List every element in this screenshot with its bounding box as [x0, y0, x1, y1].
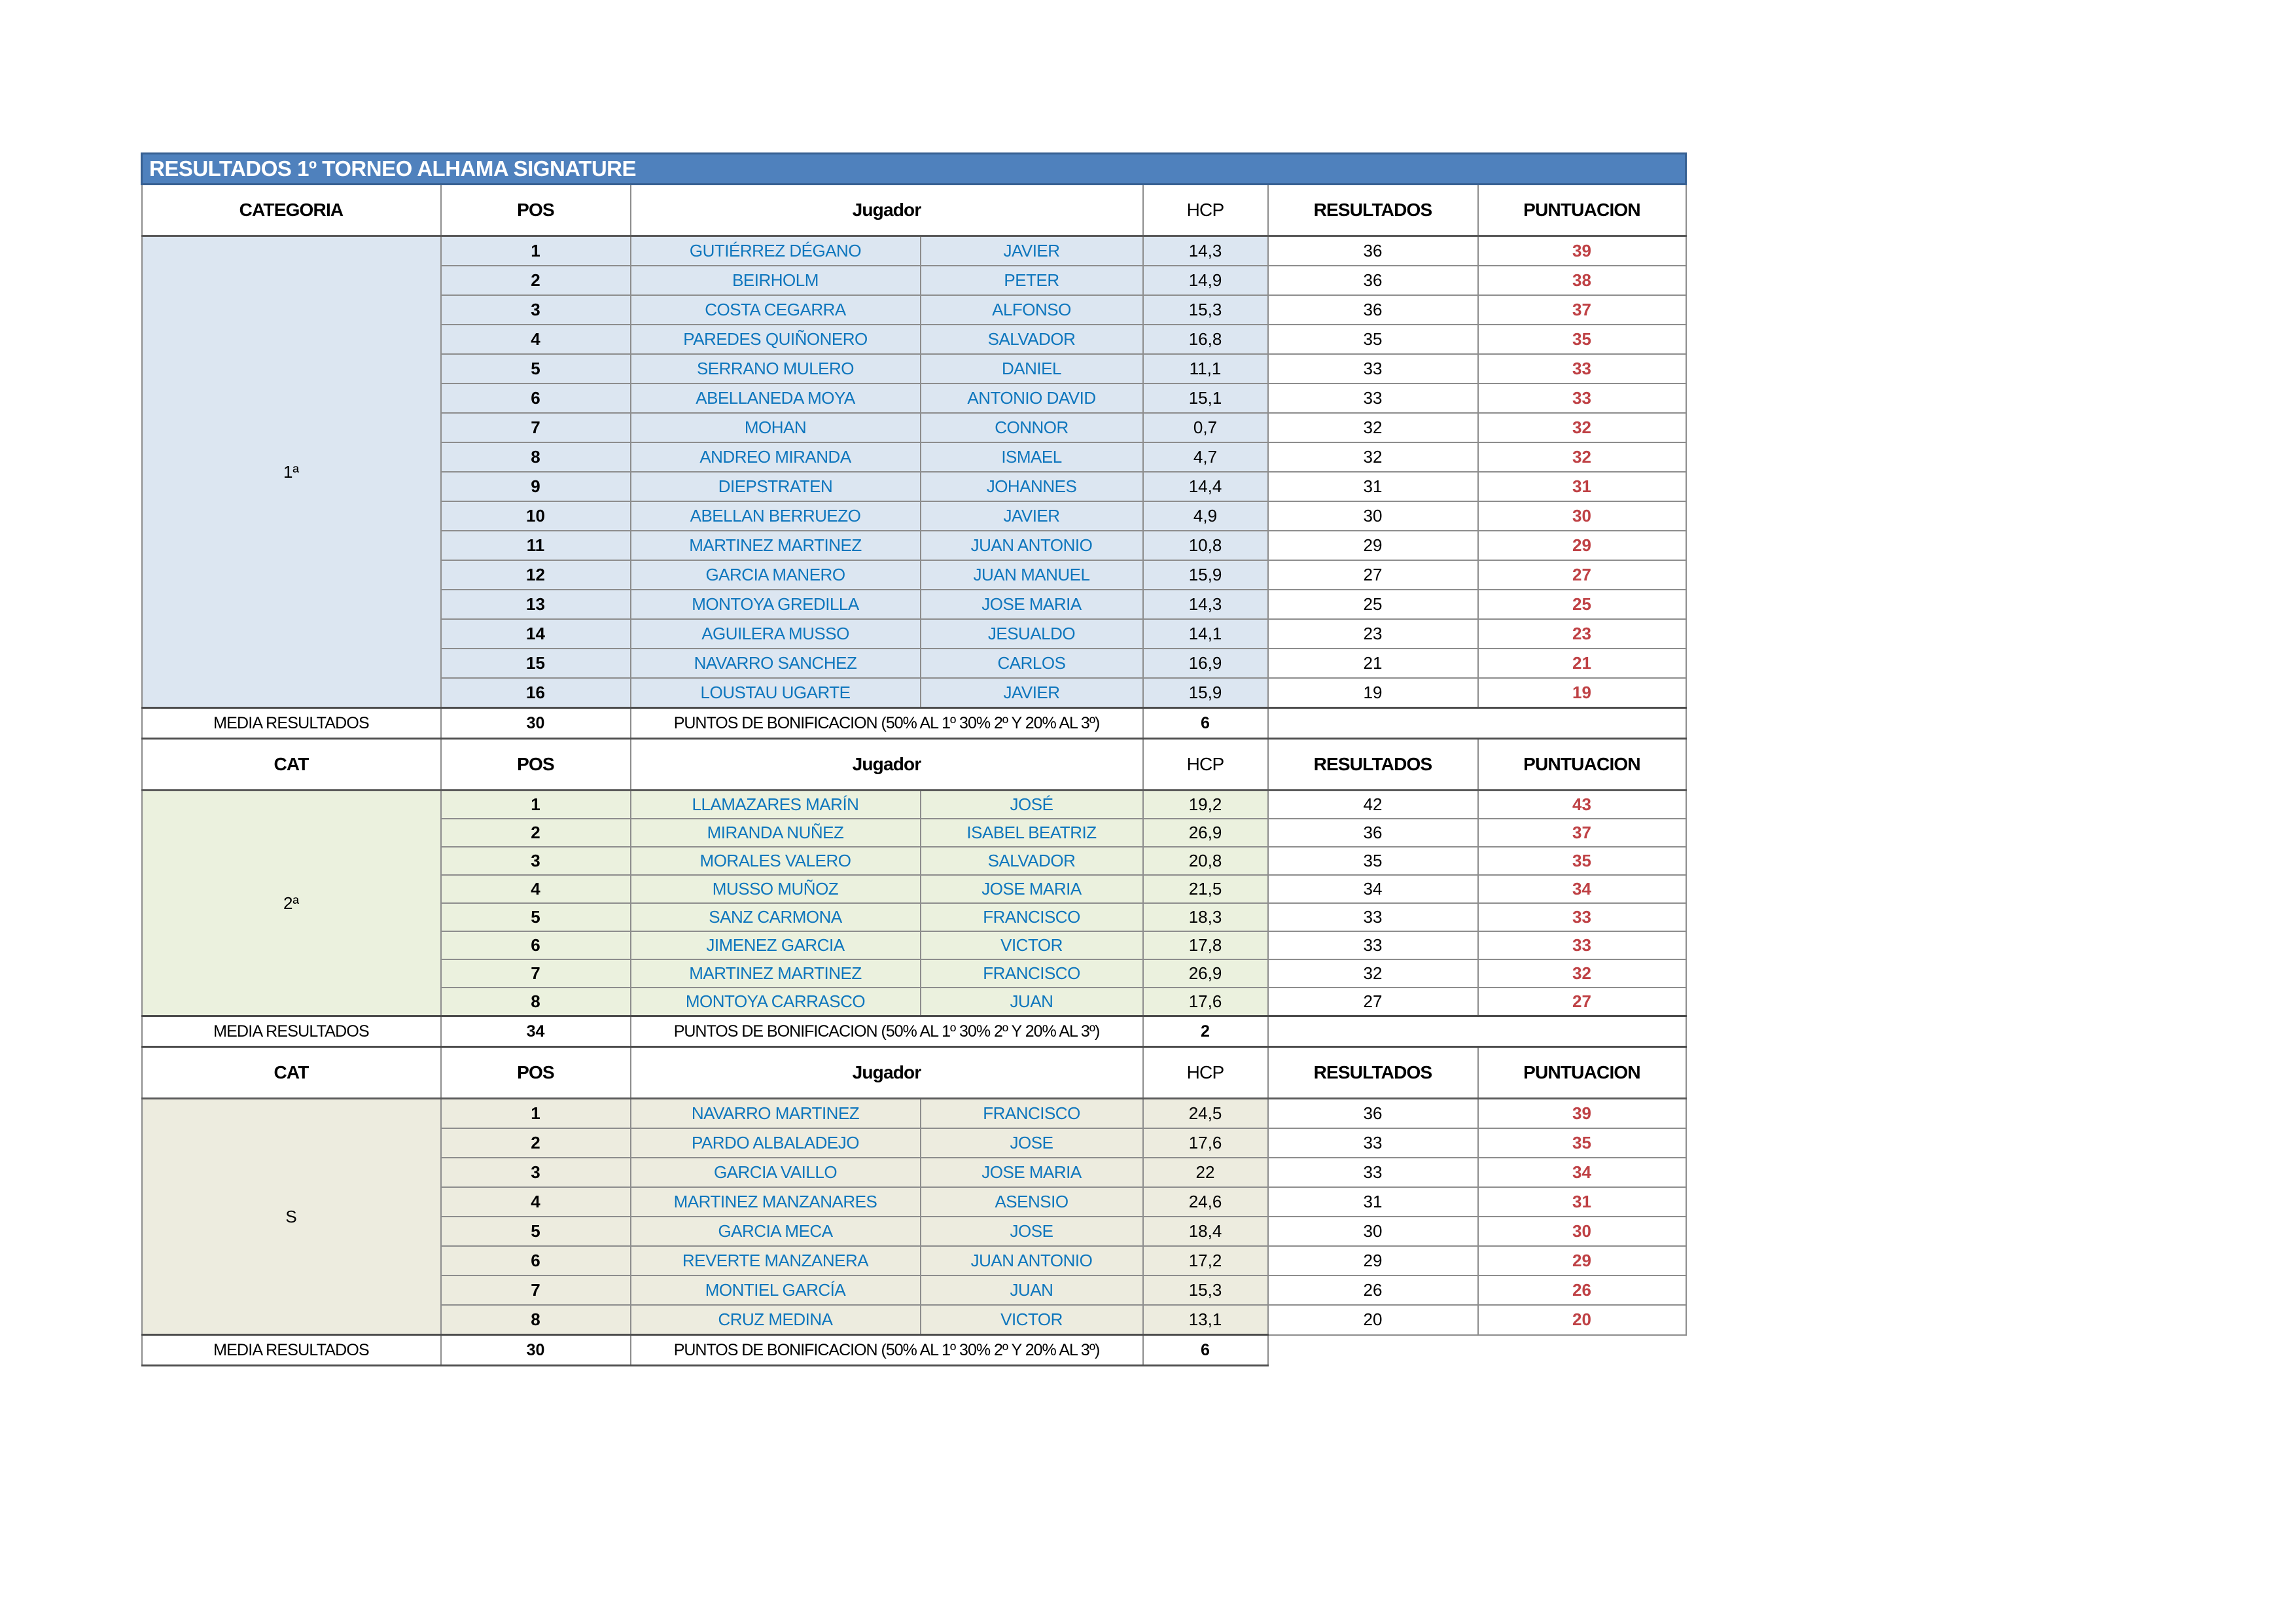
firstname-cell: JUAN ANTONIO	[921, 531, 1143, 560]
hcp-cell: 19,2	[1143, 791, 1268, 819]
firstname-cell: JUAN	[921, 988, 1143, 1016]
pos-cell: 3	[441, 295, 631, 325]
puntuacion-cell: 27	[1478, 988, 1686, 1016]
surname-cell: PARDO ALBALADEJO	[631, 1128, 921, 1158]
resultados-cell: 42	[1268, 791, 1478, 819]
pos-cell: 4	[441, 875, 631, 903]
surname-cell: LOUSTAU UGARTE	[631, 678, 921, 708]
pos-cell: 1	[441, 236, 631, 266]
resultados-cell: 29	[1268, 1246, 1478, 1275]
firstname-cell: JESUALDO	[921, 619, 1143, 649]
media-empty-cell	[1268, 708, 1686, 739]
surname-cell: ABELLAN BERRUEZO	[631, 501, 921, 531]
media-row	[142, 1335, 1686, 1366]
firstname-cell: JAVIER	[921, 678, 1143, 708]
hcp-cell: 24,5	[1143, 1099, 1268, 1129]
puntuacion-cell: 27	[1478, 560, 1686, 590]
surname-cell: GUTIÉRREZ DÉGANO	[631, 236, 921, 266]
category-cell: 2ª	[142, 791, 441, 1016]
firstname-cell: JAVIER	[921, 501, 1143, 531]
pos-cell: 5	[441, 1217, 631, 1246]
resultados-cell: 27	[1268, 560, 1478, 590]
firstname-cell: FRANCISCO	[921, 959, 1143, 988]
pos-cell: 6	[441, 931, 631, 959]
resultados-cell: 20	[1268, 1305, 1478, 1335]
bonus-value: 6	[1143, 708, 1268, 739]
media-value: 30	[441, 1335, 631, 1366]
media-label: MEDIA RESULTADOS	[142, 1016, 441, 1047]
hcp-cell: 15,1	[1143, 383, 1268, 413]
firstname-cell: JUAN	[921, 1275, 1143, 1305]
header-puntuacion: PUNTUACION	[1478, 739, 1686, 791]
puntuacion-cell: 35	[1478, 847, 1686, 875]
pos-cell: 10	[441, 501, 631, 531]
surname-cell: GARCIA VAILLO	[631, 1158, 921, 1187]
resultados-cell: 33	[1268, 903, 1478, 931]
pos-cell: 2	[441, 266, 631, 295]
firstname-cell: JUAN MANUEL	[921, 560, 1143, 590]
puntuacion-cell: 29	[1478, 1246, 1686, 1275]
pos-cell: 1	[441, 791, 631, 819]
hcp-cell: 17,8	[1143, 931, 1268, 959]
hcp-cell: 14,3	[1143, 236, 1268, 266]
pos-cell: 6	[441, 1246, 631, 1275]
hcp-cell: 11,1	[1143, 354, 1268, 383]
pos-cell: 8	[441, 988, 631, 1016]
firstname-cell: JOHANNES	[921, 472, 1143, 501]
firstname-cell: FRANCISCO	[921, 1099, 1143, 1129]
surname-cell: PAREDES QUIÑONERO	[631, 325, 921, 354]
surname-cell: NAVARRO SANCHEZ	[631, 649, 921, 678]
firstname-cell: ALFONSO	[921, 295, 1143, 325]
firstname-cell: CONNOR	[921, 413, 1143, 442]
firstname-cell: ASENSIO	[921, 1187, 1143, 1217]
hcp-cell: 15,9	[1143, 560, 1268, 590]
header-categoria: CAT	[142, 1047, 441, 1099]
resultados-cell: 30	[1268, 501, 1478, 531]
resultados-cell: 36	[1268, 266, 1478, 295]
hcp-cell: 21,5	[1143, 875, 1268, 903]
resultados-cell: 19	[1268, 678, 1478, 708]
firstname-cell: ISABEL BEATRIZ	[921, 819, 1143, 847]
firstname-cell: JOSE	[921, 1217, 1143, 1246]
surname-cell: MONTOYA GREDILLA	[631, 590, 921, 619]
surname-cell: MARTINEZ MARTINEZ	[631, 959, 921, 988]
resultados-cell: 32	[1268, 959, 1478, 988]
puntuacion-cell: 32	[1478, 959, 1686, 988]
header-categoria: CATEGORIA	[142, 185, 441, 236]
media-label: MEDIA RESULTADOS	[142, 708, 441, 739]
puntuacion-cell: 20	[1478, 1305, 1686, 1335]
hcp-cell: 15,9	[1143, 678, 1268, 708]
hcp-cell: 4,9	[1143, 501, 1268, 531]
pos-cell: 16	[441, 678, 631, 708]
firstname-cell: ISMAEL	[921, 442, 1143, 472]
hcp-cell: 17,6	[1143, 988, 1268, 1016]
puntuacion-cell: 34	[1478, 875, 1686, 903]
results-sheet	[141, 152, 1687, 1366]
category-cell: 1ª	[142, 236, 441, 708]
resultados-cell: 23	[1268, 619, 1478, 649]
surname-cell: REVERTE MANZANERA	[631, 1246, 921, 1275]
resultados-cell: 36	[1268, 295, 1478, 325]
puntuacion-cell: 30	[1478, 501, 1686, 531]
surname-cell: LLAMAZARES MARÍN	[631, 791, 921, 819]
pos-cell: 15	[441, 649, 631, 678]
firstname-cell: VICTOR	[921, 931, 1143, 959]
report-title: RESULTADOS 1º TORNEO ALHAMA SIGNATURE	[142, 154, 1686, 185]
title-bar	[142, 154, 1686, 185]
pos-cell: 4	[441, 1187, 631, 1217]
header-row	[142, 739, 1686, 791]
puntuacion-cell: 31	[1478, 472, 1686, 501]
pos-cell: 5	[441, 354, 631, 383]
pos-cell: 6	[441, 383, 631, 413]
media-row	[142, 708, 1686, 739]
surname-cell: CRUZ MEDINA	[631, 1305, 921, 1335]
hcp-cell: 0,7	[1143, 413, 1268, 442]
resultados-cell: 32	[1268, 413, 1478, 442]
hcp-cell: 15,3	[1143, 295, 1268, 325]
media-label: MEDIA RESULTADOS	[142, 1335, 441, 1366]
hcp-cell: 17,2	[1143, 1246, 1268, 1275]
pos-cell: 7	[441, 413, 631, 442]
puntuacion-cell: 33	[1478, 931, 1686, 959]
header-puntuacion: PUNTUACION	[1478, 185, 1686, 236]
hcp-cell: 14,1	[1143, 619, 1268, 649]
bonus-label: PUNTOS DE BONIFICACION (50% AL 1º 30% 2º Y 20% AL 3º)	[631, 708, 1143, 739]
pos-cell: 2	[441, 1128, 631, 1158]
firstname-cell: JOSE MARIA	[921, 1158, 1143, 1187]
resultados-cell: 31	[1268, 1187, 1478, 1217]
puntuacion-cell: 21	[1478, 649, 1686, 678]
pos-cell: 7	[441, 1275, 631, 1305]
hcp-cell: 16,9	[1143, 649, 1268, 678]
resultados-cell: 35	[1268, 325, 1478, 354]
firstname-cell: SALVADOR	[921, 325, 1143, 354]
header-jugador: Jugador	[631, 1047, 1143, 1099]
header-pos: POS	[441, 739, 631, 791]
bonus-label: PUNTOS DE BONIFICACION (50% AL 1º 30% 2º Y 20% AL 3º)	[631, 1335, 1143, 1366]
pos-cell: 3	[441, 1158, 631, 1187]
puntuacion-cell: 43	[1478, 791, 1686, 819]
resultados-cell: 33	[1268, 931, 1478, 959]
resultados-cell: 33	[1268, 1128, 1478, 1158]
resultados-cell: 32	[1268, 442, 1478, 472]
resultados-cell: 33	[1268, 1158, 1478, 1187]
resultados-cell: 27	[1268, 988, 1478, 1016]
surname-cell: MIRANDA NUÑEZ	[631, 819, 921, 847]
puntuacion-cell: 19	[1478, 678, 1686, 708]
hcp-cell: 24,6	[1143, 1187, 1268, 1217]
puntuacion-cell: 29	[1478, 531, 1686, 560]
header-hcp: HCP	[1143, 185, 1268, 236]
surname-cell: GARCIA MECA	[631, 1217, 921, 1246]
firstname-cell: JUAN ANTONIO	[921, 1246, 1143, 1275]
surname-cell: GARCIA MANERO	[631, 560, 921, 590]
pos-cell: 9	[441, 472, 631, 501]
bonus-value: 6	[1143, 1335, 1268, 1366]
resultados-cell: 33	[1268, 354, 1478, 383]
surname-cell: SANZ CARMONA	[631, 903, 921, 931]
header-resultados: RESULTADOS	[1268, 185, 1478, 236]
header-puntuacion: PUNTUACION	[1478, 1047, 1686, 1099]
hcp-cell: 14,3	[1143, 590, 1268, 619]
pos-cell: 8	[441, 442, 631, 472]
resultados-cell: 35	[1268, 847, 1478, 875]
surname-cell: AGUILERA MUSSO	[631, 619, 921, 649]
hcp-cell: 10,8	[1143, 531, 1268, 560]
surname-cell: MONTOYA CARRASCO	[631, 988, 921, 1016]
hcp-cell: 13,1	[1143, 1305, 1268, 1335]
media-row	[142, 1016, 1686, 1047]
resultados-cell: 30	[1268, 1217, 1478, 1246]
firstname-cell: VICTOR	[921, 1305, 1143, 1335]
pos-cell: 13	[441, 590, 631, 619]
hcp-cell: 4,7	[1143, 442, 1268, 472]
puntuacion-cell: 37	[1478, 819, 1686, 847]
puntuacion-cell: 31	[1478, 1187, 1686, 1217]
surname-cell: MARTINEZ MARTINEZ	[631, 531, 921, 560]
pos-cell: 12	[441, 560, 631, 590]
results-table	[141, 152, 1687, 1366]
puntuacion-cell: 25	[1478, 590, 1686, 619]
resultados-cell: 34	[1268, 875, 1478, 903]
firstname-cell: ANTONIO DAVID	[921, 383, 1143, 413]
firstname-cell: PETER	[921, 266, 1143, 295]
firstname-cell: JOSE	[921, 1128, 1143, 1158]
header-categoria: CAT	[142, 739, 441, 791]
surname-cell: JIMENEZ GARCIA	[631, 931, 921, 959]
puntuacion-cell: 33	[1478, 383, 1686, 413]
resultados-cell: 36	[1268, 236, 1478, 266]
surname-cell: ANDREO MIRANDA	[631, 442, 921, 472]
puntuacion-cell: 32	[1478, 413, 1686, 442]
puntuacion-cell: 34	[1478, 1158, 1686, 1187]
media-value: 34	[441, 1016, 631, 1047]
hcp-cell: 17,6	[1143, 1128, 1268, 1158]
resultados-cell: 21	[1268, 649, 1478, 678]
firstname-cell: SALVADOR	[921, 847, 1143, 875]
resultados-cell: 29	[1268, 531, 1478, 560]
header-pos: POS	[441, 185, 631, 236]
hcp-cell: 15,3	[1143, 1275, 1268, 1305]
puntuacion-cell: 33	[1478, 354, 1686, 383]
puntuacion-cell: 30	[1478, 1217, 1686, 1246]
surname-cell: MONTIEL GARCÍA	[631, 1275, 921, 1305]
puntuacion-cell: 35	[1478, 1128, 1686, 1158]
hcp-cell: 26,9	[1143, 959, 1268, 988]
firstname-cell: JOSÉ	[921, 791, 1143, 819]
header-jugador: Jugador	[631, 185, 1143, 236]
header-resultados: RESULTADOS	[1268, 1047, 1478, 1099]
puntuacion-cell: 23	[1478, 619, 1686, 649]
pos-cell: 4	[441, 325, 631, 354]
hcp-cell: 26,9	[1143, 819, 1268, 847]
resultados-cell: 36	[1268, 1099, 1478, 1129]
surname-cell: BEIRHOLM	[631, 266, 921, 295]
firstname-cell: FRANCISCO	[921, 903, 1143, 931]
puntuacion-cell: 32	[1478, 442, 1686, 472]
pos-cell: 1	[441, 1099, 631, 1129]
header-pos: POS	[441, 1047, 631, 1099]
bonus-value: 2	[1143, 1016, 1268, 1047]
firstname-cell: CARLOS	[921, 649, 1143, 678]
puntuacion-cell: 26	[1478, 1275, 1686, 1305]
table-row	[142, 236, 1686, 266]
media-empty-cell	[1268, 1016, 1686, 1047]
pos-cell: 11	[441, 531, 631, 560]
resultados-cell: 25	[1268, 590, 1478, 619]
table-row	[142, 791, 1686, 819]
firstname-cell: JOSE MARIA	[921, 590, 1143, 619]
media-empty-cell	[1268, 1335, 1686, 1366]
hcp-cell: 20,8	[1143, 847, 1268, 875]
surname-cell: COSTA CEGARRA	[631, 295, 921, 325]
surname-cell: ABELLANEDA MOYA	[631, 383, 921, 413]
header-hcp: HCP	[1143, 739, 1268, 791]
surname-cell: MUSSO MUÑOZ	[631, 875, 921, 903]
resultados-cell: 31	[1268, 472, 1478, 501]
surname-cell: MOHAN	[631, 413, 921, 442]
surname-cell: DIEPSTRATEN	[631, 472, 921, 501]
puntuacion-cell: 39	[1478, 1099, 1686, 1129]
pos-cell: 5	[441, 903, 631, 931]
category-cell: S	[142, 1099, 441, 1335]
header-row	[142, 1047, 1686, 1099]
hcp-cell: 22	[1143, 1158, 1268, 1187]
resultados-cell: 36	[1268, 819, 1478, 847]
puntuacion-cell: 33	[1478, 903, 1686, 931]
pos-cell: 3	[441, 847, 631, 875]
header-row	[142, 185, 1686, 236]
firstname-cell: JAVIER	[921, 236, 1143, 266]
firstname-cell: DANIEL	[921, 354, 1143, 383]
bonus-label: PUNTOS DE BONIFICACION (50% AL 1º 30% 2º Y 20% AL 3º)	[631, 1016, 1143, 1047]
surname-cell: MARTINEZ MANZANARES	[631, 1187, 921, 1217]
table-row	[142, 1099, 1686, 1129]
resultados-cell: 26	[1268, 1275, 1478, 1305]
puntuacion-cell: 35	[1478, 325, 1686, 354]
pos-cell: 7	[441, 959, 631, 988]
puntuacion-cell: 38	[1478, 266, 1686, 295]
surname-cell: SERRANO MULERO	[631, 354, 921, 383]
hcp-cell: 16,8	[1143, 325, 1268, 354]
hcp-cell: 14,9	[1143, 266, 1268, 295]
hcp-cell: 14,4	[1143, 472, 1268, 501]
firstname-cell: JOSE MARIA	[921, 875, 1143, 903]
hcp-cell: 18,3	[1143, 903, 1268, 931]
puntuacion-cell: 39	[1478, 236, 1686, 266]
header-jugador: Jugador	[631, 739, 1143, 791]
puntuacion-cell: 37	[1478, 295, 1686, 325]
surname-cell: MORALES VALERO	[631, 847, 921, 875]
resultados-cell: 33	[1268, 383, 1478, 413]
surname-cell: NAVARRO MARTINEZ	[631, 1099, 921, 1129]
hcp-cell: 18,4	[1143, 1217, 1268, 1246]
header-resultados: RESULTADOS	[1268, 739, 1478, 791]
pos-cell: 8	[441, 1305, 631, 1335]
pos-cell: 14	[441, 619, 631, 649]
pos-cell: 2	[441, 819, 631, 847]
media-value: 30	[441, 708, 631, 739]
header-hcp: HCP	[1143, 1047, 1268, 1099]
